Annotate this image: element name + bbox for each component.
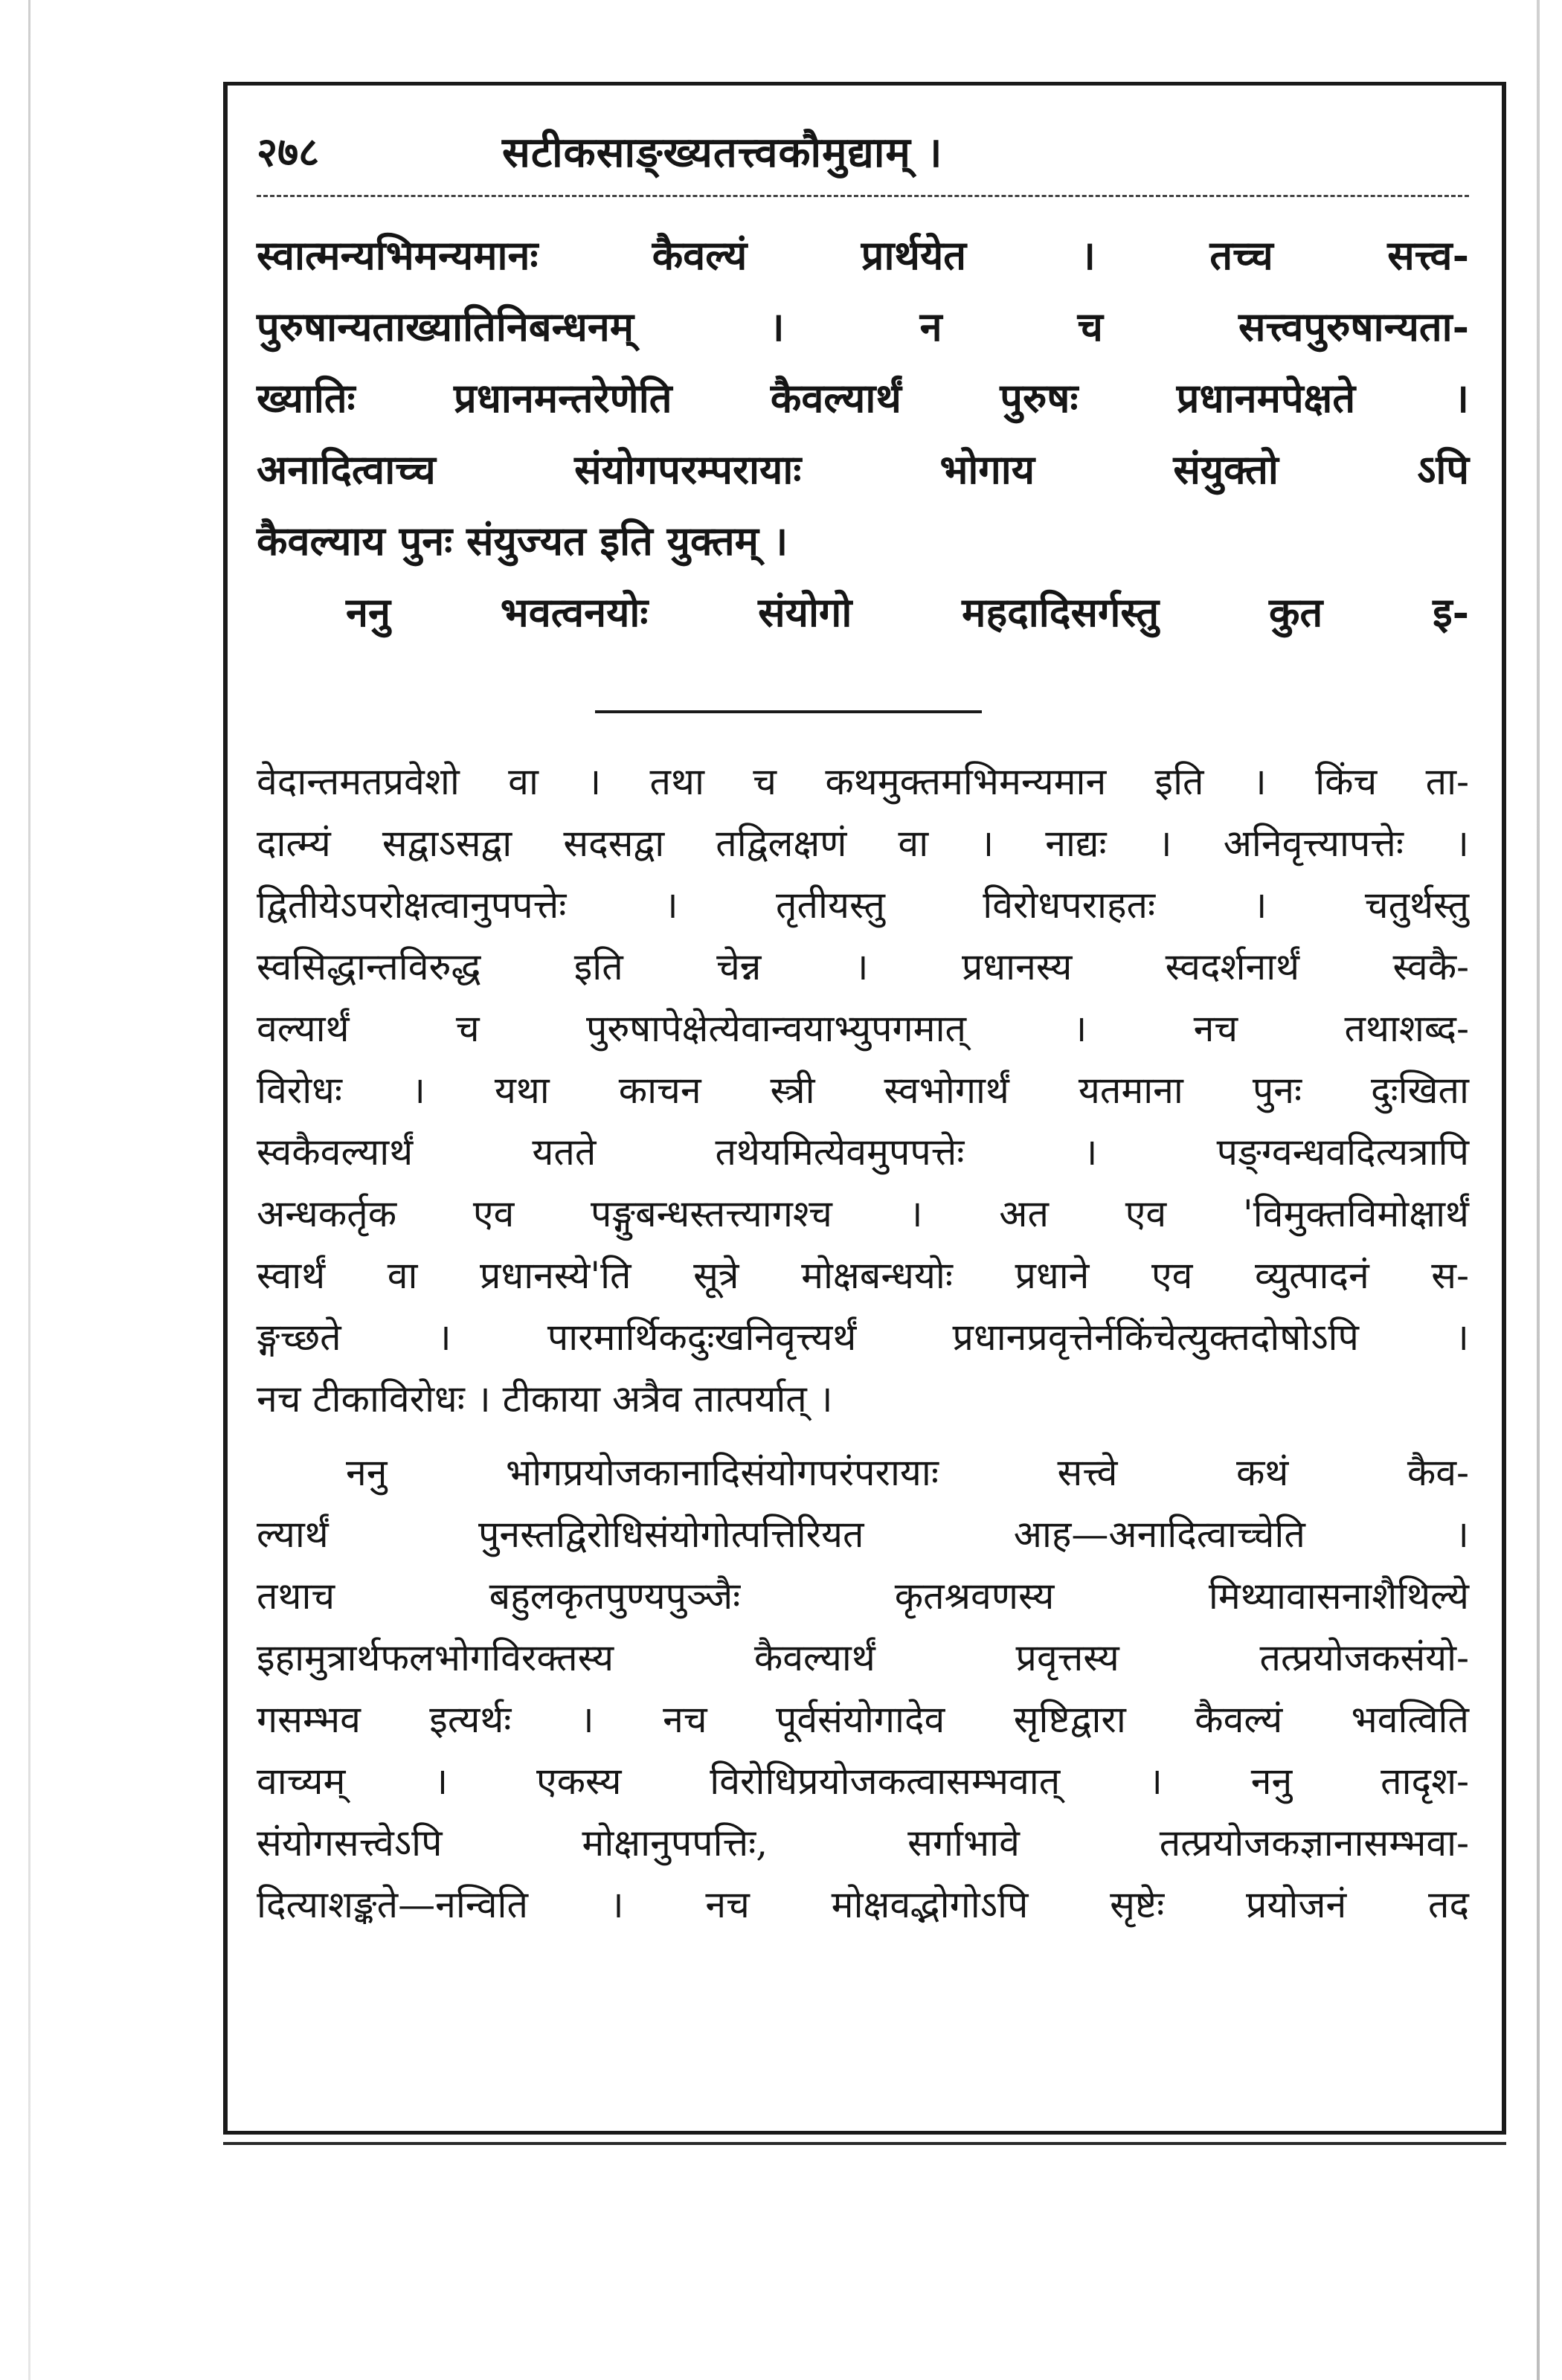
commentary-line: दित्याशङ्कते—नन्विति । नच मोक्षवद्भोगोऽपि सृष्टेः प्रयोजनं तद [257,1883,1469,1926]
commentary-line: अन्धकर्तृक एव पङ्गुबन्धस्तत्त्यागश्च । अत एव 'विमुक्तविमोक्षार्थं [257,1192,1469,1235]
main-text-line: कैवल्याय पुनः संयुज्यत इति युक्तम् । [257,517,788,565]
commentary-line: नच टीकाविरोधः । टीकाया अत्रैव तात्पर्यात् । [257,1377,833,1421]
main-text-line: अनादित्वाच्च संयोगपरम्परायाः भोगाय संयुक्तो ऽपि [257,446,1469,493]
commentary-line: ननु भोगप्रयोजकानादिसंयोगपरंपरायाः सत्त्वे कथं कैव- [346,1451,1469,1494]
header-rule [257,195,1469,197]
page-header [257,123,1476,190]
commentary-line: स्वकैवल्यार्थं यतते तथेयमित्येवमुपपत्तेः । पङ्ग्वन्धवदित्यत्रापि [257,1130,1469,1174]
commentary-line: स्वार्थं वा प्रधानस्ये'ति सूत्रे मोक्षबन्धयोः प्रधाने एव व्युत्पादनं स- [257,1254,1469,1297]
commentary-block [257,751,1469,1936]
main-text-block [257,219,1469,648]
commentary-line: वेदान्तमतप्रवेशो वा । तथा च कथमुक्तमभिमन्यमान इति । किंच ता- [257,760,1469,803]
commentary-line: गसम्भव इत्यर्थः । नच पूर्वसंयोगादेव सृष्टिद्वारा कैवल्यं भवत्विति [257,1698,1469,1741]
commentary-line: वल्यार्थं च पुरुषापेक्षेत्येवान्वयाभ्युपगमात् । नच तथाशब्द- [257,1007,1469,1050]
commentary-line: तथाच बहुलकृतपुण्यपुञ्जैः कृतश्रवणस्य मिथ्यावासनाशैथिल्ये [257,1575,1469,1618]
commentary-line: संयोगसत्त्वेऽपि मोक्षानुपपत्तिः, सर्गाभावे तत्प्रयोजकज्ञानासम्भवा- [257,1821,1469,1865]
running-title: सटीकसाङ्ख्यतत्त्वकौमुद्याम् । [502,128,943,177]
left-scan-edge [28,0,30,2380]
main-text-line: ख्यातिः प्रधानमन्तरेणेति कैवल्यार्थं पुरुषः प्रधानमपेक्षते । [257,374,1469,422]
commentary-line: ल्यार्थं पुनस्तद्विरोधिसंयोगोत्पत्तिरियत आह—अनादित्वाच्चेति । [257,1513,1469,1556]
commentary-paragraph-1 [257,751,1469,1430]
bottom-rule [223,2142,1506,2145]
commentary-line: वाच्यम् । एकस्य विरोधिप्रयोजकत्वासम्भवात् । ननु तादृश- [257,1760,1469,1803]
commentary-line: विरोधः । यथा काचन स्त्री स्वभोगार्थं यतमाना पुनः दुःखिता [257,1069,1469,1112]
main-text-line: पुरुषान्यताख्यातिनिबन्धनम् । न च सत्त्वपुरुषान्यता- [257,303,1469,350]
main-text-line: ननु भवत्वनयोः संयोगो महदादिसर्गस्तु कुत इ- [346,588,1469,636]
main-text-line: स्वात्मन्यभिमन्यमानः कैवल्यं प्रार्थयेत । तच्च सत्त्व- [257,231,1469,279]
page-number: २७८ [257,128,320,176]
right-scan-edge [1537,0,1540,2380]
commentary-line: स्वसिद्धान्तविरुद्ध इति चेन्न । प्रधानस्य स्वदर्शनार्थं स्वकै- [257,945,1469,988]
commentary-line: ङ्गच्छते । पारमार्थिकदुःखनिवृत्त्यर्थं प्रधानप्रवृत्तेर्नकिंचेत्युक्तदोषोऽपि । [257,1316,1469,1359]
commentary-line: इहामुत्रार्थफलभोगविरक्तस्य कैवल्यार्थं प्रवृत्तस्य तत्प्रयोजकसंयो- [257,1636,1469,1679]
commentary-line: द्वितीयेऽपरोक्षत्वानुपपत्तेः । तृतीयस्तु विरोधपराहतः । चतुर्थस्तु [257,884,1469,927]
commentary-paragraph-2 [257,1442,1469,1936]
commentary-line: दात्म्यं सद्वाऽसद्वा सदसद्वा तद्विलक्षणं वा । नाद्यः । अनिवृत्त्यापत्तेः । [257,822,1469,865]
footnote-separator [595,710,982,713]
